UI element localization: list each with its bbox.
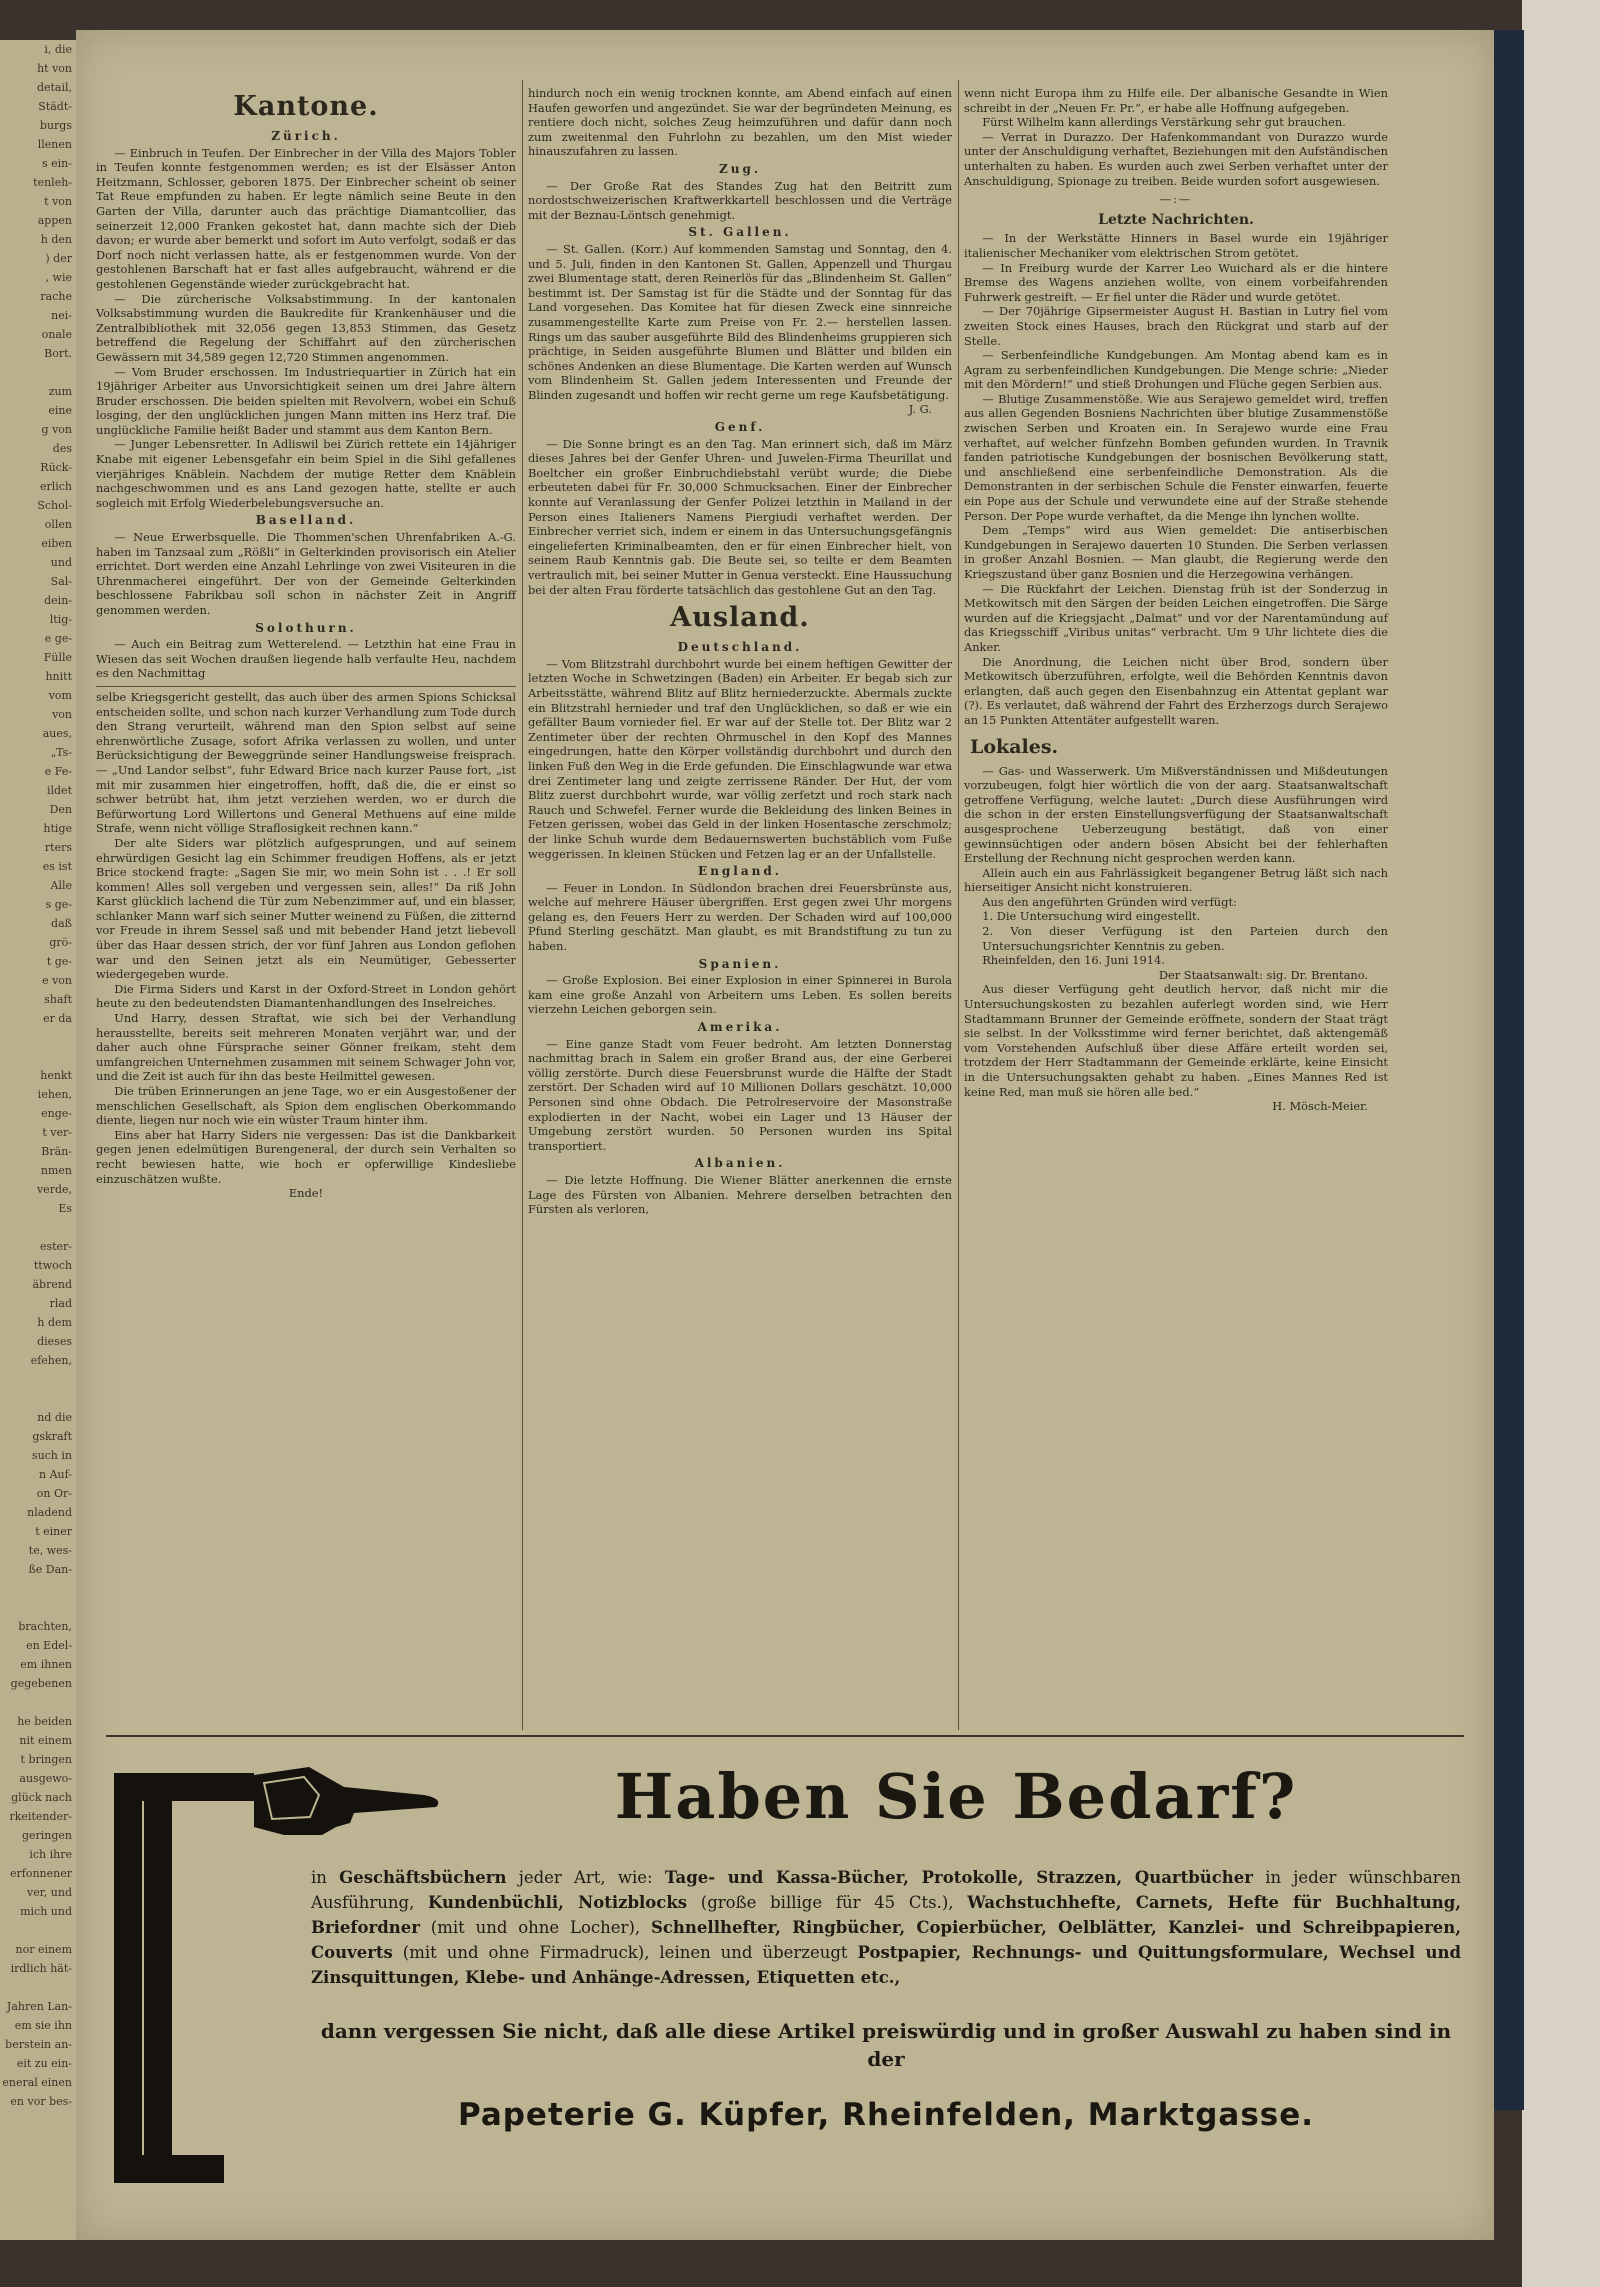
left-page-line: Alle (50, 879, 72, 892)
feuilleton-paragraph: Der alte Siders war plötzlich aufgesprungen, und auf seinem ehrwürdigen Gesicht lag ein Schimmer freudigen Hoffens, als er jetzt Brice stockend fragte: „Sagen Sie mir, wo mein Sohn ist . . .! Er soll kommen! Alles soll vergeben und vergessen sein, alles!“ Da riß John Karst glücklich lachend die Tür zum Nebenzimmer auf, und ein blasser, schlanker Mann warf sich seiner Mutter weinend zu Füßen, die zitternd vor Freude in ihrem Sessel saß und mit bebender Hand jetzt liebevoll über das Haar dessen strich, der vor fünf Jahren aus London geflohen war und den Seinen jetzt als ein Neumütiger, Gebesserter wiedergegeben wurde. (96, 835, 516, 982)
feuilleton-paragraph: selbe Kriegsgericht gestellt, das auch über des armen Spions Schicksal entscheiden sollte, und schon nach kurzer Verhandlung zum Tode durch den Strang verurteilt, während man den Spion selbst auf seine ehrenwörtliche Zusage, sofort Afrika verlassen zu wollen, und unter Berücksichtigung der Beweggründe seiner Handlungsweise freisprach. — „Und Landor selbst“, fuhr Edward Brice nach kurzer Pause fort, „ist mit mir zusammen hier eingetroffen, hofft, daß die, die er einst so schwer betrübt hat, ihm jetzt verziehen werden, wo er durch die Befürwortung Lord Willertons und General Methuens auf eine milde Strafe, wenn nicht völlige Straflosigkeit rechnen kann.“ (96, 689, 516, 836)
separator: —:— (1159, 192, 1193, 207)
left-page-line: enge- (41, 1107, 72, 1120)
left-page-line: s ge- (45, 898, 72, 911)
left-page-line: dein- (44, 594, 72, 607)
article-temps: Dem „Temps“ wird aus Wien gemeldet: Die antiserbischen Kundgebungen in Serajewo dauerten 10 Stunden. Die Serben verlassen in großer Anzahl Bosnien. — Man glaubt, die Regierung werde den Kriegszustand über ganz Bosnien und die Herzegowina verhängen. (964, 523, 1388, 581)
article-lebensretter: — Junger Lebensretter. In Adliswil bei Zürich rettete ein 14jähriger Knabe mit eigener Lebensgefahr ein beim Spiel in die Sihl gefallenes vierjähriges Knäblein. Nachdem der mutige Retter dem Knäblein nachgeschwommen und es ans Land gezogen hatte, stellte er auch sogleich mit Erfolg Wiederbelebungsversuche an. (96, 437, 516, 510)
article-gaswerk: — Gas- und Wasserwerk. Um Mißverständnissen und Mißdeutungen vorzubeugen, folgt hier wörtlich die von der aarg. Staatsanwaltschaft getroffene Verfügung, welche lautet: „Durch diese Ausführungen wird die schon in der ersten Einstellungsverfügung der Staatsanwaltschaft ausgesprochene Ueberzeugung bestätigt, daß von einer gewinnsüchtigen oder andern bösen Absicht bei der fehlerhaften Erstellung der Rechnung nicht gesprochen werden kann. (964, 763, 1388, 866)
article-sonne-tag: — Die Sonne bringt es an den Tag. Man erinnert sich, daß im März dieses Jahres bei der Genfer Uhren- und Juwelen-Firma Theurillat und Boeltcher ein großer Einbruchdiebstahl verübt wurde; die Diebe erbeuteten dabei für Fr. 30,000 Schmucksachen. Einer der Einbrecher konnte auf Veranlassung der Genfer Polizei letzthin in Mailand in der Person eines Italieners Namens Piergiudi verhaftet werden. Der Einbrecher verriet sich, indem er einem in das Untersuchungsgefängnis eingelieferten Kriminalbeamten, den er für einen Einbrecher hielt, von seinem Raub Kenntnis gab. Die Beute sei, so teilte er dem Beamten vertraulich mit, bei seiner Mutter in Genua versteckt. Eine Haussuchung bei der alten Frau förderte tatsächlich das gestohlene Gut an den Tag. (528, 436, 952, 597)
ad-text-bold: Schnellhefter, Ringbücher, Copierbücher, Oelblätter, Kanzlei- und Schreibpapieren, Couverts (311, 1918, 1462, 1962)
left-page-line: ttwoch (33, 1259, 72, 1272)
article-wetterelend: — Auch ein Beitrag zum Wetterelend. — Letzthin hat eine Frau in Wiesen das seit Wochen draußen liegende halb verfaulte Heu, nachdem es den Nachmittag (96, 637, 516, 681)
left-page-line: nd die (37, 1411, 72, 1424)
section-title-ausland: Ausland. (670, 602, 810, 634)
left-page-line (0, 1218, 78, 1237)
left-page-line: s ein- (42, 157, 72, 170)
left-page-line: burgs (39, 119, 72, 132)
left-page-line: äbrend (32, 1278, 72, 1291)
article-lutry: — Der 70jährige Gipsermeister August H. Bastian in Lutry fiel vom zweiten Stock eines Hauses, brach den Rückgrat und starb auf der Stelle. (964, 304, 1388, 348)
left-page-line: ver, und (27, 1886, 72, 1899)
left-page-line: erfonnener (10, 1867, 72, 1880)
left-page-line: vom (48, 689, 72, 702)
article-basel: — In der Werkstätte Hinners in Basel wurde ein 19jähriger italienischer Mechaniker vom elektrischen Strom getötet. (964, 231, 1388, 260)
signature-jg: J. G. (908, 402, 932, 417)
feuilleton-rule (96, 686, 516, 687)
feuilleton-end: Ende! (288, 1186, 324, 1201)
left-page-line: er da (43, 1012, 72, 1025)
heading-lokales: Lokales. (970, 735, 1059, 758)
left-page-line: ausgewo- (19, 1772, 72, 1785)
left-page-line: eneral einen (2, 2076, 72, 2089)
ad-text: (mit und ohne Firmadruck), leinen und überzeugt (392, 1943, 858, 1962)
heading-letzte-nachrichten: Letzte Nachrichten. (1098, 211, 1254, 228)
left-page-line: geringen (21, 1829, 72, 1842)
left-page-line: Brän- (41, 1145, 72, 1158)
left-page-line: iehen, (37, 1088, 72, 1101)
article-continuation: wenn nicht Europa ihm zu Hilfe eile. Der albanische Gesandte in Wien schreibt in der „Neuen Fr. Pr.“, er habe alle Hoffnung aufgegeben. (964, 86, 1388, 115)
ad-text: jeder Art, wie: (506, 1868, 665, 1887)
left-page-line: gegebenen (10, 1677, 72, 1690)
left-page-line: des (52, 442, 72, 455)
article-signature: Der Staatsanwalt: sig. Dr. Brentano. (1158, 967, 1368, 982)
article-item: 2. Von dieser Verfügung ist den Parteien durch den Untersuchungsrichter Kenntnis zu geben. (982, 924, 1388, 953)
left-page-line: he beiden (17, 1715, 72, 1728)
heading-albanien: Albanien. (694, 1156, 786, 1171)
left-page-line (0, 1579, 78, 1598)
left-page-line (0, 1978, 78, 1997)
left-page-line: ltig- (49, 613, 72, 626)
heading-zug: Zug. (718, 161, 762, 176)
left-page-line: nei- (51, 309, 72, 322)
left-page-line: , wie (45, 271, 72, 284)
left-page-line: appen (37, 214, 72, 227)
left-page-line: dieses (37, 1335, 72, 1348)
left-page-line (0, 1047, 78, 1066)
left-page-line: tenleh- (33, 176, 72, 189)
column-1 (96, 86, 516, 1201)
left-page-line (0, 1028, 78, 1047)
left-page-line: te, wes- (28, 1544, 72, 1557)
left-page-line (0, 1693, 78, 1712)
left-page-line: es ist (42, 860, 72, 873)
left-page-line: htige (43, 822, 72, 835)
heading-deutschland: Deutschland. (677, 640, 803, 655)
article-paragraph: Aus den angeführten Gründen wird verfügt: (982, 894, 1237, 909)
left-page-line (0, 1370, 78, 1389)
article-paragraph: Aus dieser Verfügung geht deutlich hervor, daß nicht mir die Untersuchungskosten zu bezahlen auferlegt worden sind, wie Herr Stadtammann Brunner der Gemeinde eröffnete, sondern der Staat trägt sie selbst. In der Volksstimme wird ferner berichtet, daß aktengemäß vom Vorstehenden Aufschluß über diese Affäre erteilt worden sei, trotzdem der Herr Stadtammann der Gemeinde erklärte, keine Einsicht in die Untersuchungsakten gehabt zu haben. „Eines Mannes Red ist keine Red, man muß sie hören alle bed.“ (964, 982, 1388, 1099)
right-page-edge (1522, 0, 1600, 2287)
left-page-line: berstein an- (5, 2038, 72, 2051)
column-2 (528, 86, 952, 1217)
left-page-line: von (52, 708, 72, 721)
left-page-line: ildet (46, 784, 72, 797)
left-page-line: Bort. (44, 347, 72, 360)
left-page-line: nmen (40, 1164, 72, 1177)
left-page-line (0, 1921, 78, 1940)
signature-moesch-meier: H. Mösch-Meier. (1272, 1099, 1368, 1114)
ad-text-bold: Tage- und Kassa-Bücher, Protokolle, Strazzen, Quartbücher (664, 1868, 1253, 1887)
left-page-line: ollen (44, 518, 72, 531)
article-letzte-hoffnung: — Die letzte Hoffnung. Die Wiener Blätter anerkennen die ernste Lage des Fürsten von Albanien. Mehrere derselben betrachten den Fürsten als verloren, (528, 1172, 952, 1217)
left-page-line: nladend (27, 1506, 72, 1519)
heading-amerika: Amerika. (697, 1020, 783, 1035)
feuilleton-paragraph: Die Firma Siders und Karst in der Oxford-Street in London gehört heute zu den bedeutendsten Diamantenhandlungen des Inselreiches. (96, 981, 516, 1011)
ad-text: (große billige für 45 Cts.), (687, 1893, 968, 1912)
left-page-line: Fülle (43, 651, 72, 664)
article-zusammenstoesse: — Blutige Zusammenstöße. Wie aus Serajewo gemeldet wird, treffen aus allen Gegenden Bosniens Nachrichten über blutige Zusammenstöße zwischen Serben und Kroaten ein. In Serajewo wurde eine Frau verhaftet, auf welcher fünfzehn Bomben gefunden wurden. In Travnik fanden patriotische Kundgebungen der bosnischen Bevölkerung statt, und anschließend eine serbenfeindliche Demonstration. Als die Demonstranten in der serbischen Schule die Fenster einwarfen, feuerte ein Pope aus der Schule und verwundete eine auf der Straße stehende Person. Der Pope wurde verhaftet, da die Menge ihn lynchen wollte. (964, 391, 1388, 523)
left-page-line: em sie ihn (14, 2019, 72, 2032)
feuilleton-paragraph: Eins aber hat Harry Siders nie vergessen: Das ist die Dankbarkeit gegen jenen edelmütigen Burengeneral, der durch sein Verhalten so recht bewiesen hatte, wie hoch er opferwillige Kindesliebe einzuschätzen wußte. (96, 1127, 516, 1186)
left-page-line: en vor bes- (10, 2095, 72, 2108)
newspaper-page (76, 30, 1494, 2240)
left-page-line: shaft (44, 993, 72, 1006)
article-paragraph: Allein auch ein aus Fahrlässigkeit begangener Betrug läßt sich nach hierseitiger Ansicht nicht konstruieren. (964, 865, 1388, 895)
left-page-line: n Auf- (38, 1468, 72, 1481)
left-page-line: irdlich hät- (10, 1962, 72, 1975)
article-paragraph: Fürst Wilhelm kann allerdings Verstärkung sehr gut brauchen. (982, 115, 1346, 130)
left-page-line (0, 1389, 78, 1408)
left-page-line: nor einem (15, 1943, 72, 1956)
left-page-line: zum (48, 385, 72, 398)
left-facing-page (0, 40, 80, 2240)
heading-baselland: Baselland. (255, 513, 357, 528)
left-page-line: Es (58, 1202, 72, 1215)
column-rule-2 (958, 80, 959, 1730)
left-page-line: t ver- (42, 1126, 72, 1139)
ad-body (311, 1865, 1461, 1990)
ad-text: (mit und ohne Locher), (419, 1918, 651, 1937)
left-page-line: on Or- (36, 1487, 72, 1500)
heading-st-gallen: St. Gallen. (688, 225, 792, 240)
heading-solothurn: Solothurn. (255, 620, 357, 635)
left-page-line: Jahren Lan- (6, 2000, 72, 2013)
left-page-line: glück nach (11, 1791, 72, 1804)
article-erwerbsquelle: — Neue Erwerbsquelle. Die Thommen'schen Uhrenfabriken A.-G. haben im Tanzsaal zum „Rößli“ in Gelterkinden provisorisch ein Atelier errichtet. Dort werden eine Anzahl Lehrlinge von zwei Visiteuren in die Uhrenmacherei eingeführt. Der von der Gemeinde Gelterkinden beschlossene Fabrikbau soll schon in nächster Zeit in Angriff genommen werden. (96, 530, 516, 617)
left-page-line: efehen, (30, 1354, 72, 1367)
left-page-line (0, 363, 78, 382)
article-anordnung: Die Anordnung, die Leichen nicht über Brod, sondern über Metkowitsch überzuführen, erfolgte, weil die Behörden Kenntnis davon erlangten, daß auch gegen den Eisenbahnzug ein Attentat geplant war (?). Es verlautet, daß während der Fahrt des Erzherzogs durch Serajewo an 15 Punkten Attentäter aufgestellt waren. (964, 654, 1388, 727)
article-bruder-erschossen: — Vom Bruder erschossen. Im Industriequartier in Zürich hat ein 19jähriger Arbeiter aus Unvorsichtigkeit seinen um drei Jahre ältern Bruder erschossen. Die beiden spielten mit Revolvern, wobei ein Schuß losging, der den unglücklichen jungen Mann mitten ins Herz traf. Die unglückliche Familie heißt Bader und stammt aus dem Kanton Bern. (96, 364, 516, 437)
article-volksabstimmung: — Die zürcherische Volksabstimmung. In der kantonalen Volksabstimmung wurden die Baukredite für Krankenhäuser und die Zentralbibliothek mit 32,056 gegen 13,853 Stimmen, das Gesetz betreffend die Regelung der Schiffahrt auf den zürcherischen Gewässern mit 34,589 gegen 12,720 Stimmen angenommen. (96, 291, 516, 364)
article-blitzstrahl: — Vom Blitzstrahl durchbohrt wurde bei einem heftigen Gewitter der letzten Woche in Schwetzingen (Baden) ein Arbeiter. Er begab sich zur Arbeitsstätte, während Blitz auf Blitz herniederzuckte. Abermals zuckte ein Blitzstrahl hernieder und traf den Unglücklichen, so daß er wie ein gefällter Baum vornieder fiel. Er war auf der Stelle tot. Der Blitz war 2 Zentimeter über der rechten Ohrmuschel in den Kopf des Mannes eingedrungen, hatte den Körper vollständig durchbohrt und durch den linken Fuß den Weg in die Erde gefunden. Die Einschlagwunde war etwa drei Zentimeter lang und zeigte zerrissene Ränder. Der Hut, der vom Blitz zuerst durchbohrt wurde, war völlig zerfetzt und roch stark nach Rauch und Schwefel. Ferner wurde die Bekleidung des linken Beines in Fetzen gerissen, wobei das Geld in der linken Hosentasche zerschmolz; der linke Schuh wurde dem Bedauernswerten buchstäblich vom Fuße weggerissen. In kleinen Stücken und Fetzen lag er an der Unfallstelle. (528, 656, 952, 861)
article-stadt-feuer: — Eine ganze Stadt vom Feuer bedroht. Am letzten Donnerstag nachmittag brach in Salem ein großer Brand aus, der eine Gerberei völlig zerstörte. Durch diese Feuersbrunst wurde die Hälfte der Stadt zerstört. Der Schaden wird auf 10 Millionen Dollars geschätzt. 10,000 Personen sind ohne Obdach. Die Petrolreservoire der Masonstraße explodierten in der Nacht, wobei ein Lager und 13 Häuser der Umgebung zerstört wurden. 50 Personen wurden ins Spital transportiert. (528, 1036, 952, 1153)
left-page-line: grö- (49, 936, 72, 949)
left-page-line: e ge- (44, 632, 72, 645)
ad-text-bold: Geschäftsbüchern (339, 1868, 507, 1887)
left-page-line: en Edel- (26, 1639, 72, 1652)
left-page-line: t einer (35, 1525, 72, 1538)
left-page-line: brachten, (18, 1620, 72, 1633)
ad-text-bold: Postpapier, Rechnungs- und Quittungsformulare, Wechsel und Zinsquittungen, Klebe- und Anhänge-Adressen, Etiquetten etc., (311, 1943, 1461, 1987)
left-page-line: ich ihre (29, 1848, 72, 1861)
article-continuation: hindurch noch ein wenig trocknen konnte, am Abend einfach auf einen Haufen geworfen und angezündet. Sie war der begründeten Meinung, es rentiere doch nicht, solches Zeug heimzuführen und dafür dann noch zum zweitenmal den Fuhrlohn zu bezahlen, um den Mist wieder hinauszufahren zu lassen. (528, 86, 952, 159)
ad-call-to-action: dann vergessen Sie nicht, daß alle diese Artikel preiswürdig und in großer Auswahl zu haben sind in der (320, 2019, 1452, 2071)
left-page-line: ester- (39, 1240, 72, 1253)
ad-text: in (311, 1868, 340, 1887)
left-page-line: e Fe- (44, 765, 72, 778)
left-page-line: Rück- (40, 461, 72, 474)
left-page-line: onale (41, 328, 72, 341)
left-page-line: eiben (41, 537, 72, 550)
heading-genf: Genf. (714, 420, 766, 435)
left-page-line: nit einem (19, 1734, 72, 1747)
left-page-line: detail, (36, 81, 72, 94)
advertisement (106, 1735, 1464, 2217)
left-page-line: t von (44, 195, 72, 208)
left-page-line: und (50, 556, 72, 569)
left-page-line: mich und (20, 1905, 72, 1918)
left-page-line: verde, (36, 1183, 72, 1196)
article-verrat-durazzo: — Verrat in Durazzo. Der Hafenkommandant von Durazzo wurde unter der Anschuldigung verhaftet, Beziehungen mit den Aufständischen unterhalten zu haben. Es wurden auch zwei Serben verhaftet unter der Anschuldigung, Spionage zu treiben. Beide wurden sofort ausgewiesen. (964, 129, 1388, 188)
left-page-line: ht von (37, 62, 72, 75)
left-page-line: rters (44, 841, 72, 854)
left-page-line: erlich (39, 480, 72, 493)
left-page-line: daß (51, 917, 72, 930)
left-page-line (0, 1598, 78, 1617)
left-page-line: ) der (45, 252, 72, 265)
article-einbruch-teufen: — Einbruch in Teufen. Der Einbrecher in der Villa des Majors Tobler in Teufen konnte festgenommen werden; es ist der Elsässer Anton Heitzmann, Schlosser, geboren 1875. Der Einbrecher scheint ob seiner Tat Reue empfunden zu haben. Er legte nämlich seine Beute in den Garten der Villa, darunter auch das prächtige Diamantcollier, das seinerzeit 12,000 Franken gekostet hat, dann machte sich der Dieb davon; er wurde aber bemerkt und sofort im Auto verfolgt, sodaß er das Dorf noch nicht verlassen hatte, als er festgenommen wurde. Von der gestohlenen Barschaft hat er fast alles aufgebraucht, während er die gestohlenen Gegenstände wieder zurückgebracht hat. (96, 145, 516, 291)
heading-england: England. (698, 864, 782, 879)
left-page-line: rache (40, 290, 72, 303)
left-page-line: g von (41, 423, 72, 436)
column-rule-1 (522, 80, 523, 1730)
left-page-line: t ge- (46, 955, 72, 968)
article-kundgebungen: — Serbenfeindliche Kundgebungen. Am Montag abend kam es in Agram zu serbenfeindlichen Kundgebungen. Die Menge schrie: „Nieder mit den Mördern!“ und stieß Drohungen und Flüche gegen Serbien aus. (964, 348, 1388, 392)
left-page-line: henkt (40, 1069, 72, 1082)
article-explosion: — Große Explosion. Bei einer Explosion in einer Spinnerei in Burola kam eine große Anzahl von Arbeitern ums Leben. Es sollen bereits vierzehn Leichen geborgen sein. (528, 973, 952, 1017)
section-title-kantone: Kantone. (233, 91, 379, 122)
left-page-line: Den (49, 803, 72, 816)
column-3 (964, 86, 1388, 1114)
article-item: 1. Die Untersuchung wird eingestellt. (982, 909, 1201, 924)
article-rueckfahrt: — Die Rückfahrt der Leichen. Dienstag früh ist der Sonderzug in Metkowitsch mit den Särgen der beiden Leichen eingetroffen. Die Särge wurden auf die Kriegsjacht „Dalmat“ und vor der Narentamündung auf das Kriegsschiff „Viribus unitas“ verbracht. Um 9 Uhr lichtete dies die Anker. (964, 581, 1388, 654)
left-page-line: llenen (37, 138, 72, 151)
left-page-line: rkeitender- (9, 1810, 72, 1823)
left-page-line: aues, (42, 727, 72, 740)
left-page-line: eine (48, 404, 72, 417)
ad-shop-name: Papeterie G. Küpfer, Rheinfelden, Marktgasse. (457, 2097, 1315, 2133)
left-page-line: eit zu ein- (16, 2057, 72, 2070)
feuilleton-paragraph: Die trüben Erinnerungen an jene Tage, wo er ein Ausgestoßener der menschlichen Gesellschaft, als Spion dem englischen Oberkommando diente, liegen nur noch wie ein wüster Traum hinter ihm. (96, 1084, 516, 1128)
article-freiburg: — In Freiburg wurde der Karrer Leo Wuichard als er die hintere Bremse des Wagens anziehen wollte, von einem vorbeifahrenden Fuhrwerk gestreift. — Er fiel unter die Räder und wurde getötet. (964, 260, 1388, 304)
feuilleton-paragraph: Und Harry, dessen Straftat, wie sich bei der Verhandlung herausstellte, bereits seit mehreren Monaten verjährt war, und der daher auch ohne Fürsprache seiner Gönner freikam, steht dem umfangreichen Unternehmen zusammen mit seinem Schwager John vor, und die Zeit ist auch für ihn das beste Heilmittel gewesen. (96, 1011, 516, 1084)
heading-zurich: Zürich. (271, 129, 341, 143)
left-page-line: h den (40, 233, 72, 246)
article-date: Rheinfelden, den 16. Juni 1914. (982, 953, 1165, 968)
left-page-line: t bringen (20, 1753, 72, 1766)
left-page-line: e von (42, 974, 72, 987)
left-page-line: hnitt (45, 670, 72, 683)
left-page-line: gskraft (32, 1430, 72, 1443)
left-page-line: rlad (49, 1297, 72, 1310)
left-page-line: i, die (44, 43, 72, 56)
left-page-line: „Ts- (50, 746, 72, 759)
article-blumentage: — St. Gallen. (Korr.) Auf kommenden Samstag und Sonntag, den 4. und 5. Juli, finden in den Kantonen St. Gallen, Appenzell und Thurgau zwei Blumentage statt, deren Reinerlös für das „Blindenheim St. Gallen“ bestimmt ist. Der Samstag ist für die Städte und der Sonntag für das Land vorgesehen. Das Komitee hat für diesen Zweck eine sinnreiche zusammengestellte Karte zum Preise von Fr. 2.— herstellen lassen. Rings um das sauber ausgeführte Bild des Blindenheims gruppieren sich prächtige, in Seiden ausgeführte Blumen und Blätter und bilden ein schönes Andenken an diese Blumentage. Die Karten werden auf Wunsch vom Blindenheim St. Gallen jedem Interessenten und Freunde der Blinden zugesandt und hoffen wir recht gerne um rege Kaufsbetätigung. (528, 241, 952, 402)
article-grosser-rat: — Der Große Rat des Standes Zug hat den Beitritt zum nordostschweizerischen Kraftwerkkartell beschlossen und die Verträge mit der Beznau-Löntsch genehmigt. (528, 178, 952, 222)
left-page-line: h dem (37, 1316, 72, 1329)
left-page-line: Schol- (37, 499, 72, 512)
ad-text: in jeder wünschbaren Ausführung, (311, 1868, 1461, 1912)
left-page-line: ße Dan- (28, 1563, 72, 1576)
heading-spanien: Spanien. (698, 956, 782, 971)
left-page-line: em ihnen (20, 1658, 72, 1671)
ad-text-bold: Kundenbüchli, Notizblocks (428, 1893, 688, 1912)
ad-headline: Haben Sie Bedarf? (614, 1760, 1298, 1833)
left-page-line: Städt- (38, 100, 72, 113)
left-page-line: such in (31, 1449, 72, 1462)
ad-text-bold: Wachstuchhefte, Carnets, Hefte für Buchhaltung, Briefordner (311, 1893, 1462, 1937)
article-feuer-london: — Feuer in London. In Südlondon brachen drei Feuersbrünste aus, welche auf mehrere Häuser übergriffen. Erst gegen zwei Uhr morgens gelang es, den Feuers Herr zu werden. Der Schaden wird auf 100,000 Pfund Sterling geschätzt. Man glaubt, es mit Brandstiftung zu tun zu haben. (528, 880, 952, 954)
left-page-line: Sal- (50, 575, 72, 588)
